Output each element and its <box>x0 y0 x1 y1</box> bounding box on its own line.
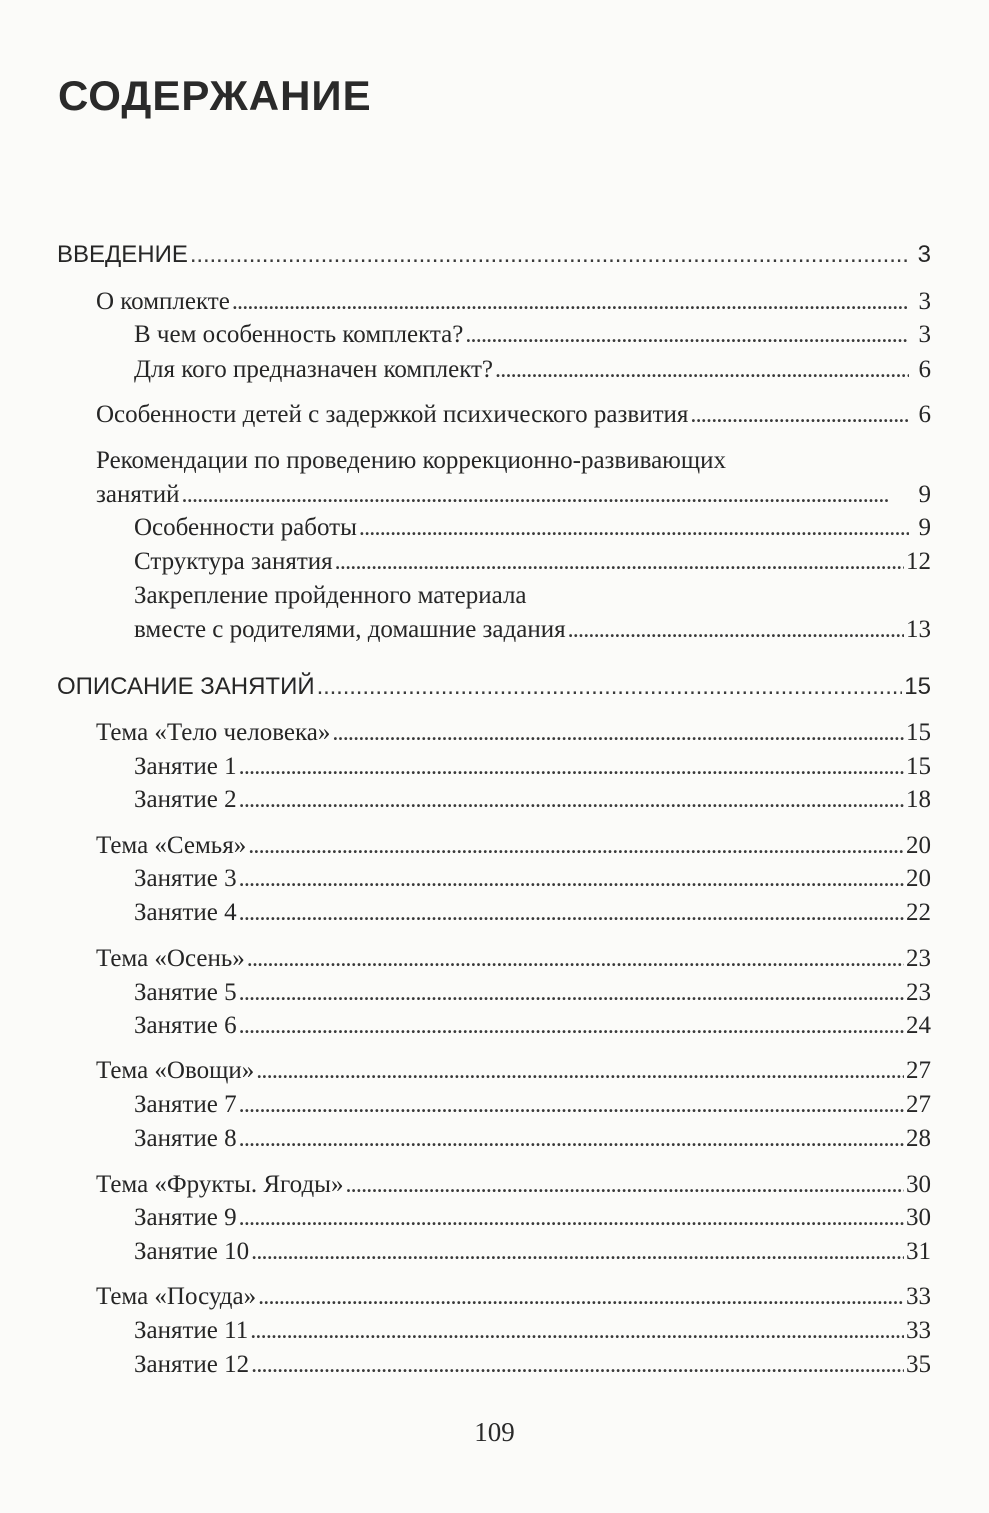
toc-entry-label: Занятие 4 <box>134 899 237 926</box>
toc-entry-page: 15 <box>904 673 931 700</box>
toc-entry-page: 30 <box>906 1171 931 1198</box>
toc-entry-page: 12 <box>906 548 931 575</box>
toc-entry-label: Занятие 11 <box>134 1317 249 1344</box>
toc-entry-page: 3 <box>918 288 931 315</box>
toc-entry[interactable] <box>0 944 989 974</box>
toc-entry-label: занятий <box>96 481 180 508</box>
toc-entry-page: 6 <box>918 356 931 383</box>
toc-entry[interactable] <box>0 672 989 702</box>
toc-entry-label-line1: Рекомендации по проведению коррекционно-развивающих <box>96 447 726 474</box>
toc-entry[interactable] <box>0 864 989 894</box>
toc-entry-label: вместе с родителями, домашние задания <box>134 616 566 643</box>
toc-entry-label-line1: Закрепление пройденного материала <box>134 582 527 609</box>
toc-entry[interactable] <box>0 320 989 350</box>
toc-entry-page: 33 <box>906 1317 931 1344</box>
toc-entry[interactable] <box>0 1316 989 1346</box>
toc-entry-page: 3 <box>918 321 931 348</box>
toc-entry-page: 9 <box>918 514 931 541</box>
toc-entry-page: 20 <box>906 865 931 892</box>
toc-entry-label: Занятие 5 <box>134 979 237 1006</box>
toc-entry-label: Особенности работы <box>134 514 357 541</box>
toc-entry[interactable] <box>0 1350 989 1380</box>
toc-entry-label: Занятие 8 <box>134 1125 237 1152</box>
toc-entry-label: В чем особенность комплекта? <box>134 321 464 348</box>
toc-entry[interactable] <box>0 1056 989 1086</box>
toc-entry[interactable] <box>0 785 989 815</box>
toc-entry-page: 27 <box>906 1057 931 1084</box>
toc-entry[interactable] <box>0 287 989 317</box>
page-title: СОДЕРЖАНИЕ <box>58 72 372 119</box>
toc-entry[interactable] <box>0 615 989 645</box>
toc-entry-page: 15 <box>906 719 931 746</box>
toc-entry-label: Занятие 12 <box>134 1351 250 1378</box>
toc-entry-page: 18 <box>906 786 931 813</box>
toc-entry-page: 20 <box>906 832 931 859</box>
toc-entry[interactable] <box>0 480 989 510</box>
toc-entry-label: ВВЕДЕНИЕ <box>57 241 188 268</box>
toc-entry-page: 6 <box>918 401 931 428</box>
toc-entry-label: Для кого предназначен комплект? <box>134 356 494 383</box>
toc-entry-page: 13 <box>906 616 931 643</box>
toc-entry-label: Тема «Фрукты. Ягоды» <box>96 1171 344 1198</box>
toc-entry[interactable] <box>0 240 989 270</box>
toc-entry-label: Занятие 9 <box>134 1204 237 1231</box>
toc-entry-label: Занятие 7 <box>134 1091 237 1118</box>
toc-entry[interactable] <box>0 1170 989 1200</box>
toc-entry[interactable] <box>0 718 989 748</box>
toc-entry-page: 24 <box>906 1012 931 1039</box>
toc-entry-label: Тема «Осень» <box>96 945 245 972</box>
toc-entry-label: Занятие 10 <box>134 1238 250 1265</box>
toc-entry-page: 23 <box>906 979 931 1006</box>
toc-entry-label: Занятие 6 <box>134 1012 237 1039</box>
toc-entry-page: 28 <box>906 1125 931 1152</box>
toc-entry-label: Структура занятия <box>134 548 333 575</box>
toc-entry[interactable] <box>0 831 989 861</box>
toc-entry[interactable] <box>0 1124 989 1154</box>
toc-entry-page: 35 <box>906 1351 931 1378</box>
toc-entry[interactable] <box>0 513 989 543</box>
toc-entry-page: 3 <box>917 241 931 268</box>
toc-entry-page: 30 <box>906 1204 931 1231</box>
toc-entry-page: 27 <box>906 1091 931 1118</box>
toc-entry[interactable] <box>0 1203 989 1233</box>
toc-entry[interactable] <box>0 1282 989 1312</box>
toc-entry[interactable] <box>0 1237 989 1267</box>
toc-entry-page: 22 <box>906 899 931 926</box>
toc-entry-page: 31 <box>906 1238 931 1265</box>
toc-entry[interactable] <box>0 1011 989 1041</box>
toc-entry-label: Тема «Овощи» <box>96 1057 255 1084</box>
toc-entry-label: Тема «Тело человека» <box>96 719 331 746</box>
toc-entry-label: Занятие 3 <box>134 865 237 892</box>
page-number: 109 <box>474 1417 515 1447</box>
toc-entry[interactable] <box>0 547 989 577</box>
toc-entry-page: 15 <box>906 753 931 780</box>
toc-entry-label: Особенности детей с задержкой психического развития <box>96 401 689 428</box>
toc-entry[interactable] <box>0 400 989 430</box>
toc-entry-label: ОПИСАНИЕ ЗАНЯТИЙ <box>57 673 315 700</box>
toc-entry-page: 33 <box>906 1283 931 1310</box>
toc-entry-label: О комплекте <box>96 288 230 315</box>
toc-entry-label: Занятие 1 <box>134 753 237 780</box>
toc-entry[interactable] <box>0 898 989 928</box>
toc-entry-label: Занятие 2 <box>134 786 237 813</box>
toc-entry[interactable] <box>0 978 989 1008</box>
toc-entry[interactable] <box>0 355 989 385</box>
toc-entry-label: Тема «Посуда» <box>96 1283 257 1310</box>
toc-entry-page: 23 <box>906 945 931 972</box>
toc-entry-page: 9 <box>918 481 931 508</box>
toc-entry[interactable] <box>0 1090 989 1120</box>
toc-entry-label: Тема «Семья» <box>96 832 247 859</box>
toc-entry[interactable] <box>0 752 989 782</box>
